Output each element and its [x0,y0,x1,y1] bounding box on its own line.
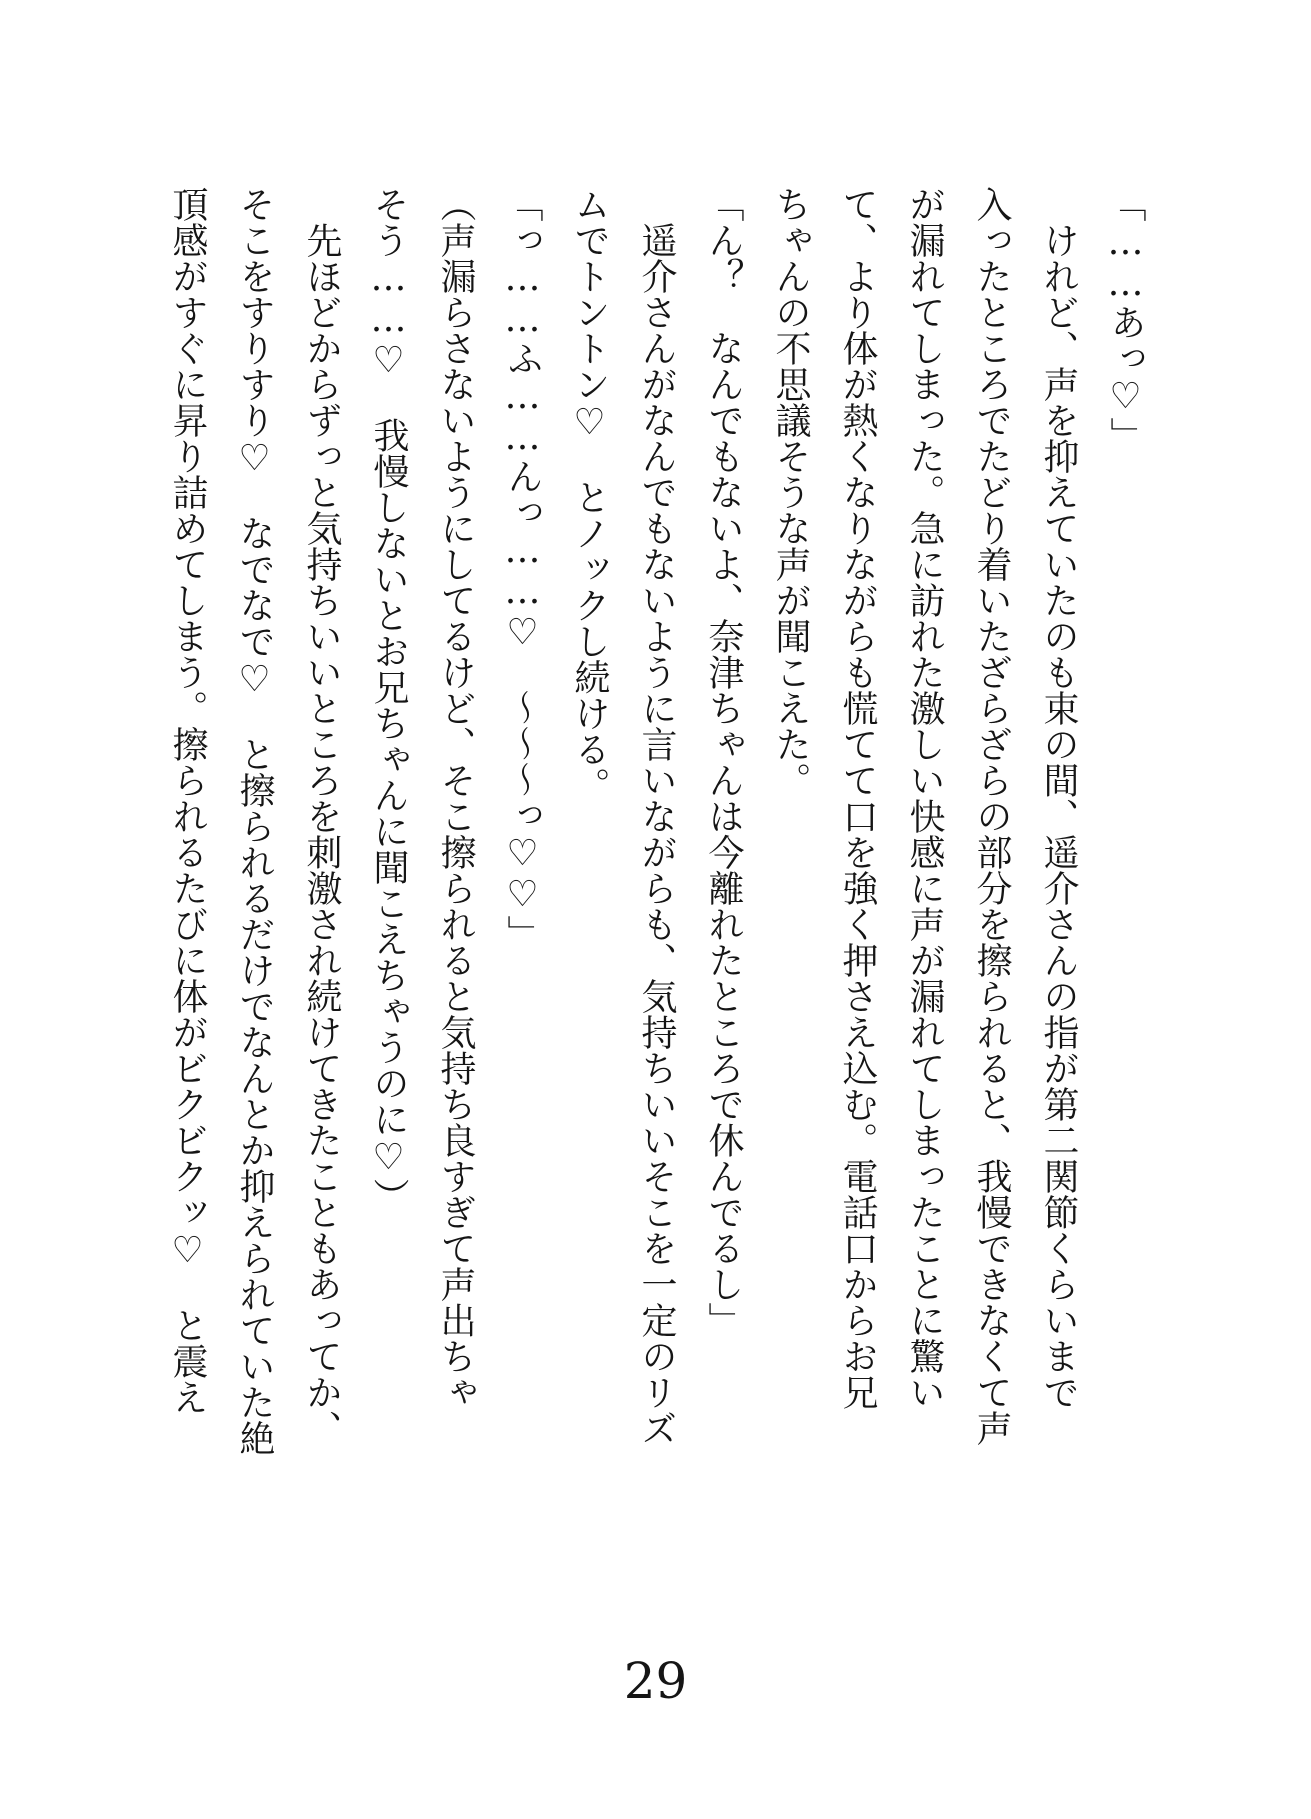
text-line: ちゃんの不思議そうな声が聞こえた。 [770,186,811,798]
text-line: が漏れてしまった。急に訪れた激しい快感に声が漏れてしまったことに驚い [904,186,945,1410]
text-line: 「っ……ふ……んっ……♡ ～～～っ♡♡」 [502,186,543,951]
text-line: そこをすりすり♡ なでなで♡ と擦られるだけでなんとか抑えられていた絶 [234,186,275,1456]
page-number: 29 [623,1652,688,1710]
text-line: 「……あっ♡」 [1105,186,1146,453]
text-line: て、より体が熱くなりながらも慌てて口を強く押さえ込む。電話口からお兄 [837,186,878,1410]
text-line: （声漏らさないようにしてるけど、そこ擦られると気持ち良すぎて声出ちゃ [435,186,476,1410]
page-text [154,186,1159,1486]
text-line: 頂感がすぐに昇り詰めてしまう。擦られるたびに体がビクビクッ♡ と震え [167,186,208,1415]
text-line: 遥介さんがなんでもないように言いながらも、気持ちいいそこを一定のリズ [636,186,677,1446]
text-line: 先ほどからずっと気持ちいいところを刺激され続けてきたこともあってか、 [301,186,342,1446]
text-line: 入ったところでたどり着いたざらざらの部分を擦られると、我慢できなくて声 [971,186,1012,1446]
text-line: ムでトントン♡ とノックし続ける。 [569,186,610,803]
text-line: けれど、声を抑えていたのも束の間、遥介さんの指が第二関節くらいまで [1038,186,1079,1410]
text-line: そう……♡ 我慢しないとお兄ちゃんに聞こえちゃうのに♡） [368,186,409,1214]
text-line: 「ん？ なんでもないよ、奈津ちゃんは今離れたところで休んでるし」 [703,186,744,1338]
